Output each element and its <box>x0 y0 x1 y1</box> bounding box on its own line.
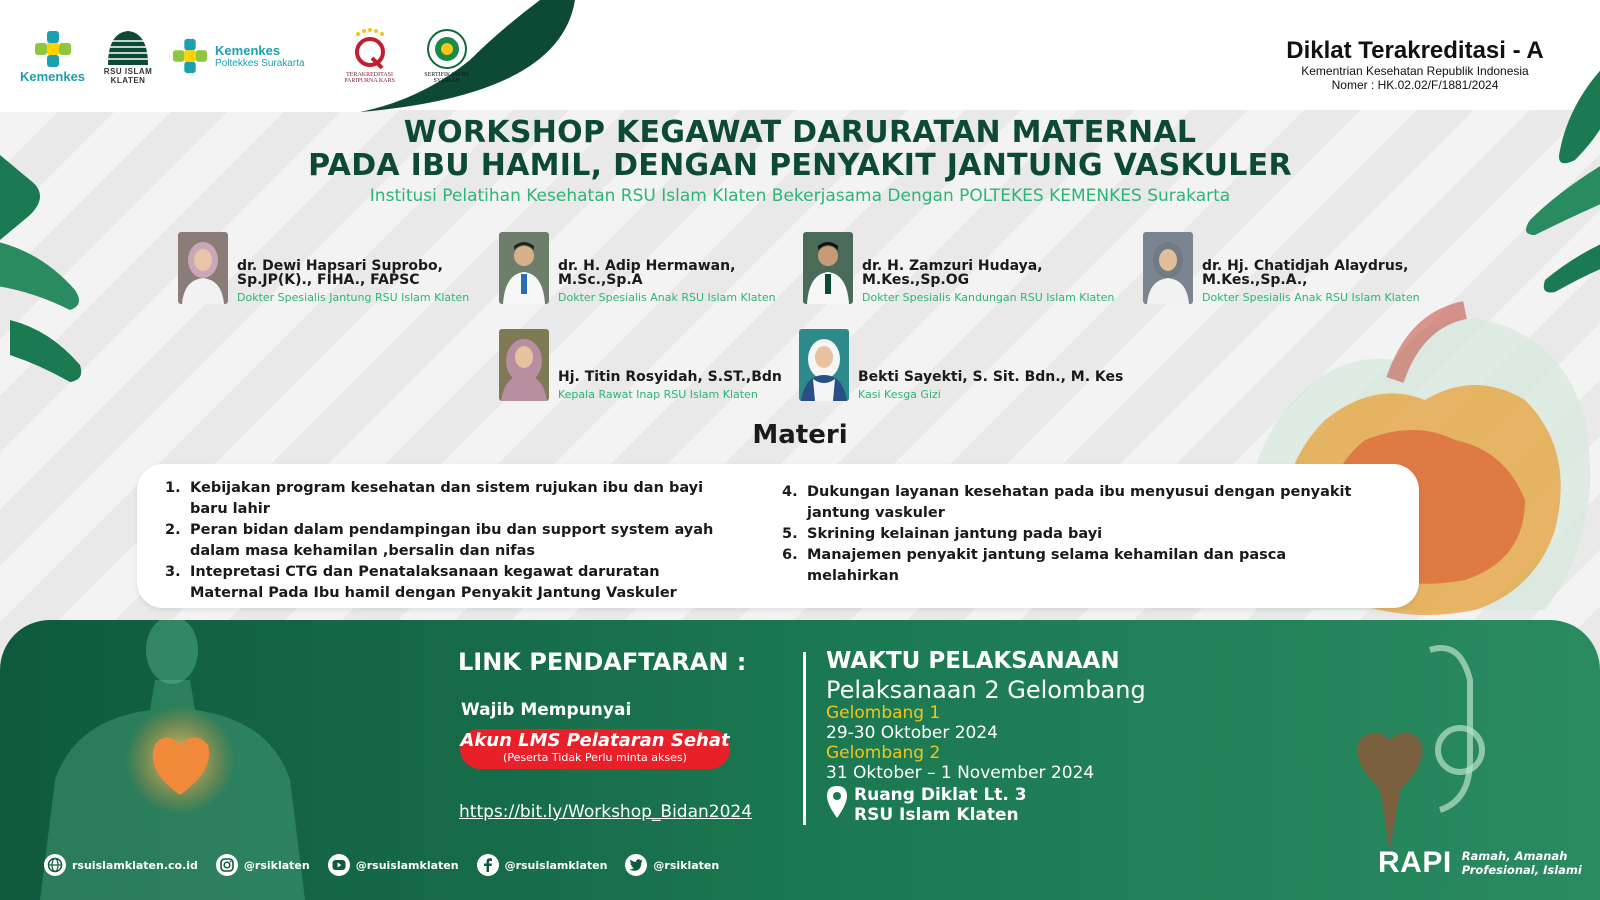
materi-item: 6. Manajemen penyakit jantung selama kehamilan dan pasca melahirkan <box>782 547 1287 584</box>
workshop-title <box>250 116 1350 182</box>
speaker-photo <box>803 232 853 304</box>
speaker-card <box>799 329 1123 401</box>
social-twitter[interactable]: @rsiklaten <box>625 854 719 876</box>
wave-1-date: 29-30 Oktober 2024 <box>826 723 999 743</box>
poltekkes-title: Kemenkes <box>215 43 281 58</box>
social-links <box>44 854 719 876</box>
title-line-1: WORKSHOP KEGAWAT DARURATAN MATERNAL <box>403 115 1197 150</box>
speaker-photo <box>799 329 849 401</box>
wave-2-label: Gelombang 2 <box>826 743 941 763</box>
speaker-photo <box>499 232 549 304</box>
materi-item: 5. Skrining kelainan jantung pada bayi <box>782 526 1103 542</box>
speaker-card <box>178 232 469 304</box>
wave-1-label: Gelombang 1 <box>826 703 941 723</box>
materi-item: 1. Kebijakan program kesehatan dan sistem rujukan ibu dan bayi baru lahir <box>165 480 704 517</box>
wave-1 <box>826 703 998 743</box>
social-facebook[interactable]: @rsuislamklaten <box>477 854 608 876</box>
materi-list-right <box>782 482 1362 587</box>
schedule-title: WAKTU PELAKSANAAN <box>826 648 1120 674</box>
speaker-credentials: M.Kes.,Sp.A., <box>1202 272 1308 288</box>
materi-heading: Materi <box>752 420 848 450</box>
kemenkes-logo <box>20 29 85 84</box>
lms-note: (Peserta Tidak Perlu minta akses) <box>503 751 687 764</box>
twitter-icon <box>625 854 647 876</box>
speaker-role: Kepala Rawat Inap RSU Islam Klaten <box>558 388 758 401</box>
social-youtube[interactable]: @rsuislamklaten <box>328 854 459 876</box>
speaker-role: Dokter Spesialis Anak RSU Islam Klaten <box>1202 291 1420 304</box>
speaker-role: Kasi Kesga Gizi <box>858 388 941 401</box>
materi-item: 2. Peran bidan dalam pendampingan ibu dan support system ayah dalam masa kehamilan ,bersalin dan nifas <box>165 522 714 559</box>
lms-label: Akun LMS Pelataran Sehat <box>460 730 730 751</box>
accreditation-number: Nomer : HK.02.02/F/1881/2024 <box>1331 78 1499 92</box>
speaker-name: Hj. Titin Rosyidah, S.ST.,Bdn <box>558 369 782 385</box>
materi-item: 3. Intepretasi CTG dan Penatalaksanaan kegawat daruratan Maternal Pada Ibu hamil dengan Penyakit Jantung Vaskuler <box>165 564 677 601</box>
speaker-role: Dokter Spesialis Kandungan RSU Islam Klaten <box>862 291 1115 304</box>
speaker-credentials: Sp.JP(K)., FIHA., FAPSC <box>237 272 420 288</box>
kars-caption: TERAKREDITASI PARIPURNA KARS <box>344 72 395 84</box>
facebook-icon <box>477 854 499 876</box>
leaf-decoration-left <box>0 120 100 390</box>
stethoscope-illustration <box>1320 640 1590 880</box>
registration-link[interactable]: https://bit.ly/Workshop_Bidan2024 <box>459 802 753 822</box>
speaker-name: dr. H. Adip Hermawan, <box>558 258 736 274</box>
materi-list-left <box>165 478 725 604</box>
rsu-label: RSU ISLAM <box>103 67 153 76</box>
location-room: Ruang Diklat Lt. 3 <box>854 785 1027 805</box>
social-instagram[interactable]: @rsiklaten <box>216 854 310 876</box>
kars-q-icon <box>348 28 392 70</box>
speaker-card <box>499 329 782 401</box>
speaker-name: dr. Hj. Chatidjah Alaydrus, <box>1202 258 1409 274</box>
materi-item: 4. Dukungan layanan kesehatan pada ibu menyusui dengan penyakit jantung vaskuler <box>782 484 1352 521</box>
workshop-subtitle: Institusi Pelatihan Kesehatan RSU Islam Klaten Bekerjasama Dengan POLTEKES KEMENKES Surakarta <box>369 186 1231 206</box>
registration-required: Wajib Mempunyai <box>461 700 632 720</box>
wave-2 <box>826 743 1094 783</box>
syariah-seal-icon <box>426 28 468 70</box>
speaker-role: Dokter Spesialis Anak RSU Islam Klaten <box>558 291 776 304</box>
wave-2-date: 31 Oktober – 1 November 2024 <box>826 763 1095 783</box>
registration-title: LINK PENDAFTARAN : <box>458 648 747 676</box>
speaker-name: dr. H. Zamzuri Hudaya, <box>862 258 1043 274</box>
social-website[interactable]: rsuislamklaten.co.id <box>44 854 198 876</box>
globe-icon <box>44 854 66 876</box>
speaker-name: Bekti Sayekti, S. Sit. Bdn., M. Kes <box>858 369 1124 385</box>
instagram-icon <box>216 854 238 876</box>
speaker-credentials: M.Kes.,Sp.OG <box>862 272 970 288</box>
syariah-caption: SERTIFIKASI RS SYARIAH <box>424 72 469 84</box>
youtube-icon <box>328 854 350 876</box>
kemenkes-label: Kemenkes <box>20 68 86 84</box>
speaker-credentials: M.Sc.,Sp.A <box>558 272 643 288</box>
kars-logo <box>335 28 405 84</box>
poltekkes-icon <box>171 37 209 75</box>
speaker-photo <box>1143 232 1193 304</box>
accreditation-title: Diklat Terakreditasi - A <box>1286 37 1544 64</box>
speaker-role: Dokter Spesialis Jantung RSU Islam Klaten <box>237 291 470 304</box>
accreditation-ministry: Kementrian Kesehatan Republik Indonesia <box>1301 64 1529 78</box>
kemenkes-icon <box>33 29 73 69</box>
poltekkes-sub: Poltekkes Surakarta <box>215 58 305 69</box>
speaker-photo <box>499 329 549 401</box>
panel-divider <box>803 652 806 825</box>
speaker-card <box>1143 232 1420 304</box>
speaker-card <box>499 232 776 304</box>
schedule-subtitle: Pelaksanaan 2 Gelombang <box>826 676 1146 704</box>
location <box>826 785 1027 825</box>
materi-box <box>137 464 1419 608</box>
lms-account-badge <box>460 729 730 769</box>
title-line-2: PADA IBU HAMIL, DENGAN PENYAKIT JANTUNG VASKULER <box>308 148 1292 183</box>
rapi-tagline-1: Ramah, Amanah <box>1461 849 1568 863</box>
rsu-islam-logo <box>103 27 153 85</box>
speaker-photo <box>178 232 228 304</box>
speaker-card <box>803 232 1114 304</box>
syariah-logo <box>423 28 471 84</box>
speaker-name: dr. Dewi Hapsari Suprobo, <box>237 258 443 274</box>
location-hospital: RSU Islam Klaten <box>854 805 1019 825</box>
poltekkes-logo <box>171 37 305 75</box>
map-pin-icon <box>826 785 848 819</box>
logo-strip <box>20 24 471 88</box>
rsu-sub: KLATEN <box>110 76 146 85</box>
rapi-brand <box>1378 846 1582 880</box>
rapi-tagline-2: Profesional, Islami <box>1461 863 1582 877</box>
rapi-logo: RAPI <box>1378 846 1452 879</box>
rsu-dome-icon <box>103 27 153 67</box>
